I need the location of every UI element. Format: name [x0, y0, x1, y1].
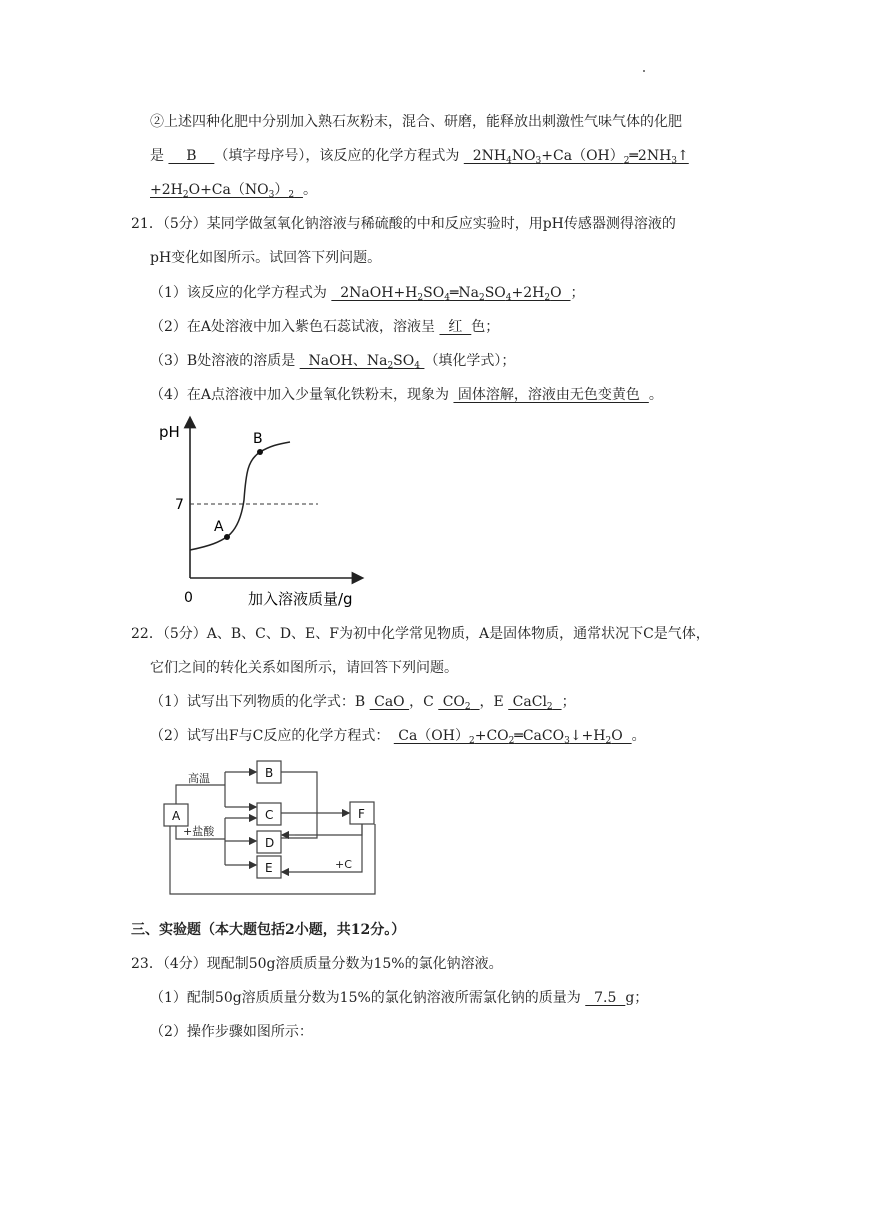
point-a-label: A [214, 519, 224, 535]
label-plus-c: +C [335, 858, 352, 871]
ph-x-label: 加入溶液质量/g [248, 590, 353, 608]
label-hydrochloric-acid: +盐酸 [183, 825, 215, 838]
q22-stem-line2: 它们之间的转化关系如图所示，请回答下列问题。 [150, 660, 458, 676]
label-high-temp: 高温 [188, 772, 210, 785]
q22-part1: （1）试写出下列物质的化学式：B CaO ，C $CO_2$ ，E CaCl$_2$ ； [150, 694, 576, 712]
box-c-label: C [265, 808, 274, 822]
q21-answer-equation: $2NaOH+H_2SO_4═Na_2SO_4+2H_2O$ [331, 285, 571, 303]
ph-curve [190, 442, 290, 550]
q21-part1: （1）该反应的化学方程式为 $2NaOH+H_2SO_4═Na_2SO_4+2H_2O$ ； [150, 285, 585, 303]
ph-seven-tick: 7 [175, 497, 184, 513]
q22-stem-line1: 22．（5分）A、B、C、D、E、F为初中化学常见物质，A是固体物质，通常状况下C是气体， [131, 626, 710, 642]
ph-origin-label: 0 [184, 590, 193, 606]
q23-stem: 23．（4分）现配制50g溶质质量分数为15%的氯化钠溶液。 [131, 956, 503, 972]
q21-part3: （3）B处溶液的溶质是 NaOH、$Na_2SO_4$ （填化学式）； [150, 353, 516, 371]
box-f-label: F [358, 807, 365, 821]
q20-answer-fertilizer: B [168, 148, 215, 164]
section-3-title: 三、实验题（本大题包括2小题，共12分。） [131, 922, 406, 938]
point-b-label: B [253, 431, 263, 447]
q20-line2: 是 B （填字母序号），该反应的化学方程式为 $2NH_4NO_3+Ca(OH)_2═2NH_3↑$ [150, 148, 689, 166]
q21-answer-color: 红 [439, 319, 472, 335]
ph-graph [150, 410, 390, 610]
q20-line1: ②上述四种化肥中分别加入熟石灰粉末，混合、研磨，能释放出刺激性气味气体的化肥 [150, 114, 682, 130]
q22-answer-e: CaCl$_2$ [508, 694, 553, 712]
q20-answer-equation: $2NH_4NO_3+Ca(OH)_2═2NH_3↑$ [463, 148, 689, 166]
q21-answer-phenomenon: 固体溶解，溶液由无色变黄色 [453, 387, 649, 403]
q23-part2: （2）操作步骤如图所示： [150, 1024, 313, 1040]
ph-y-label: pH [159, 423, 180, 441]
q22-answer-equation: $Ca(OH)_2+CO_2═CaCO_3↓+H_2O$ [393, 728, 632, 746]
q22-answer-c: $CO_2$ [438, 694, 471, 712]
q20-answer-equation-cont: $+2H_2O+Ca(NO_3)_2$ [150, 182, 295, 200]
q23-part1: （1）配制50g溶质质量分数为15%的氯化钠溶液所需氯化钠的质量为 7.5 g； [150, 990, 649, 1006]
q22-part2: （2）试写出F与C反应的化学方程式： $Ca(OH)_2+CO_2═CaCO_3↓+H_2O$ 。 [150, 728, 646, 746]
transformation-diagram [155, 752, 395, 902]
q21-part4: （4）在A点溶液中加入少量氧化铁粉末，现象为 固体溶解，溶液由无色变黄色 。 [150, 387, 663, 403]
page-mark [643, 70, 645, 72]
point-b-marker [257, 449, 263, 455]
box-a-label: A [172, 809, 181, 823]
q21-stem-line2: pH变化如图所示。试回答下列问题。 [150, 250, 382, 266]
q21-part2: （2）在A处溶液中加入紫色石蕊试液，溶液呈 红 色； [150, 319, 500, 335]
box-b-label: B [265, 766, 274, 780]
q21-answer-solute: NaOH、$Na_2SO_4$ [299, 353, 420, 371]
q20-line3: $+2H_2O+Ca(NO_3)_2$ 。 [150, 182, 317, 200]
q23-answer-mass: 7.5 [585, 990, 626, 1006]
q22-answer-b: CaO [369, 694, 410, 710]
box-d-label: D [265, 836, 275, 850]
q21-stem-line1: 21．（5分）某同学做氢氧化钠溶液与稀硫酸的中和反应实验时，用pH传感器测得溶液的 [131, 216, 676, 232]
box-e-label: E [265, 861, 273, 875]
point-a-marker [224, 534, 230, 540]
